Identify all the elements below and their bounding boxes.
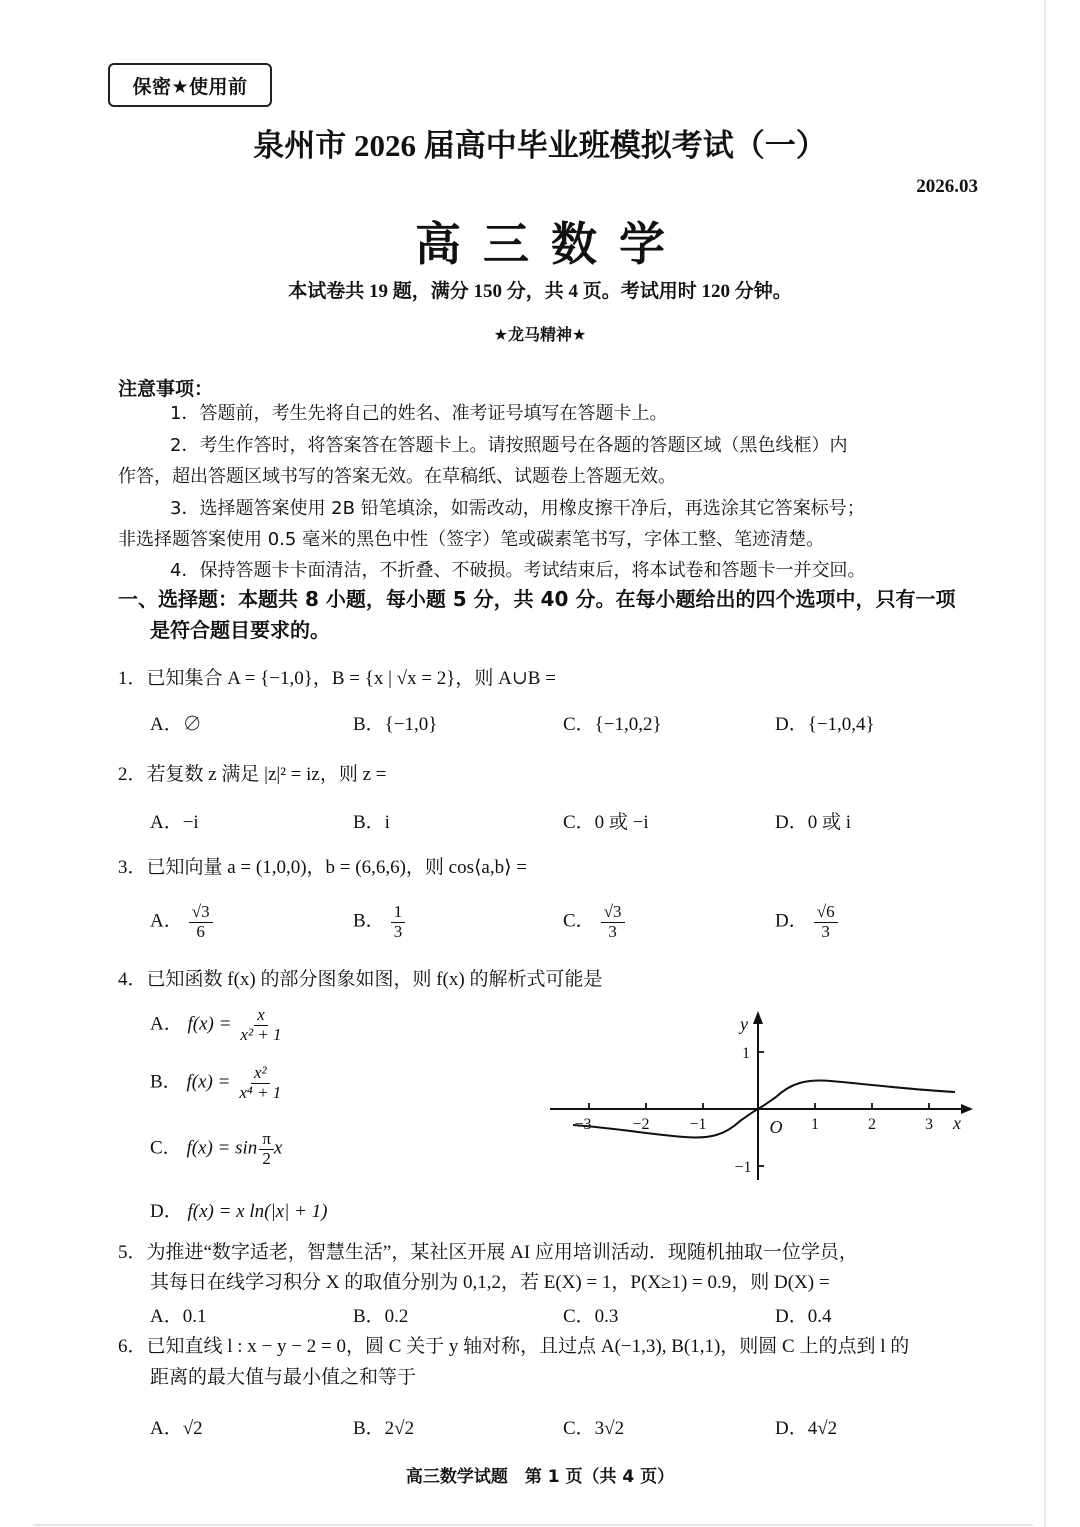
q5-option-a: A．0.1 xyxy=(150,1306,207,1327)
confidential-stamp xyxy=(108,63,272,107)
q1-option-a: A．∅ xyxy=(150,714,202,735)
subject-title: 高三数学 xyxy=(415,217,687,271)
notice-item: 3．选择题答案使用 2B 铅笔填涂，如需改动，用橡皮擦干净后，再选涂其它答案标号； xyxy=(170,498,865,519)
q2-option-c: C．0 或 −i xyxy=(563,812,649,833)
q6-option-a: A．√2 xyxy=(150,1418,203,1439)
notice-item: 2．考生作答时，将答案答在答题卡上。请按照题号在各题的答题区域（黑色线框）内 xyxy=(170,435,848,456)
q1-option-b: B．{−1,0} xyxy=(353,714,438,735)
svg-text:−1: −1 xyxy=(689,1116,707,1133)
q3-option-c: C． $\frac{√3}{3}$ xyxy=(563,903,625,941)
notice-item: 1．答题前，考生先将自己的姓名、准考证号填写在答题卡上。 xyxy=(170,403,668,424)
svg-text:−1: −1 xyxy=(734,1159,752,1176)
question-4-stem: 4．已知函数 f(x) 的部分图象如图，则 f(x) 的解析式可能是 xyxy=(118,969,603,990)
fraction: $\frac{\text{x²}}{\text{x⁴ + 1}}$ xyxy=(239,1063,282,1102)
function-graph xyxy=(545,1008,975,1183)
q6-option-b: B．2√2 xyxy=(353,1418,415,1439)
question-3-stem: 3．已知向量 a = (1,0,0)，b = (6,6,6)，则 cos⟨a,b⟩ = xyxy=(118,857,527,878)
question-6-stem-line2: 距离的最大值与最小值之和等于 xyxy=(150,1367,417,1388)
q6-option-d: D．4√2 xyxy=(775,1418,838,1439)
notice-item: 非选择题答案使用 0.5 毫米的黑色中性（签字）笔或碳素笔书写，字体工整、笔迹清楚。 xyxy=(118,529,825,550)
svg-text:2: 2 xyxy=(868,1116,876,1133)
notice-title: 注意事项： xyxy=(118,378,214,400)
q2-option-d: D．0 或 i xyxy=(775,812,852,833)
q2-option-a: A．−i xyxy=(150,812,199,833)
svg-text:y: y xyxy=(740,1014,748,1034)
slogan: ★龙马精神★ xyxy=(493,325,587,344)
notice-item: 作答，超出答题区域书写的答案无效。在草稿纸、试题卷上答题无效。 xyxy=(118,466,676,487)
page-footer: 高三数学试题 第 1 页（共 4 页） xyxy=(405,1467,675,1487)
q4-option-d: D． f(x) = x ln(|x| + 1) xyxy=(150,1201,328,1222)
svg-text:−2: −2 xyxy=(632,1116,650,1133)
fraction: $\frac{√3}{3}$ xyxy=(601,903,625,941)
svg-text:1: 1 xyxy=(811,1116,819,1133)
question-6-stem-line1: 6．已知直线 l : x − y − 2 = 0，圆 C 关于 y 轴对称，且过点 A(−1,3), B(1,1)，则圆 C 上的点到 l 的 xyxy=(118,1336,910,1357)
fraction: $\frac{√6}{3}$ xyxy=(814,903,838,941)
svg-text:x: x xyxy=(953,1113,961,1133)
graph-svg xyxy=(545,1008,975,1183)
fraction: $\frac{√3}{6}$ xyxy=(189,903,213,941)
svg-text:1: 1 xyxy=(742,1045,750,1062)
q3-option-a: A． $\frac{√3}{6}$ xyxy=(150,903,213,941)
fraction: $\frac{x}{\text{x² + 1}}$ xyxy=(240,1005,282,1044)
q5-option-b: B．0.2 xyxy=(353,1306,409,1327)
y-axis-arrow-icon xyxy=(753,1011,763,1024)
exam-info: 本试卷共 19 题，满分 150 分，共 4 页。考试用时 120 分钟。 xyxy=(288,281,792,302)
q4-option-c: C． f(x) = sin $\frac{\pi}{2}$ x xyxy=(150,1129,283,1168)
q3-option-d: D． $\frac{√6}{3}$ xyxy=(775,903,838,941)
q4-option-b: B． f(x) = $\frac{\text{x²}}{\text{x⁴ + 1}}$ xyxy=(150,1064,284,1102)
q1-option-d: D．{−1,0,4} xyxy=(775,714,875,735)
q4-option-a: A． f(x) = $\frac{x}{\text{x² + 1}}$ xyxy=(150,1006,285,1044)
question-5-stem-line2: 其每日在线学习积分 X 的取值分别为 0,1,2，若 E(X) = 1，P(X≥1) = 0.9，则 D(X) = xyxy=(150,1272,830,1293)
fraction: $\frac{1}{3}$ xyxy=(391,903,406,941)
question-1-stem: 1．已知集合 A = {−1,0}，B = {x | √x = 2}，则 A∪B = xyxy=(118,668,556,689)
q3-option-b: B． $\frac{1}{3}$ xyxy=(353,903,405,941)
fraction: $\frac{\pi}{2}$ xyxy=(259,1130,274,1168)
q5-option-d: D．0.4 xyxy=(775,1306,832,1327)
svg-text:3: 3 xyxy=(925,1116,933,1133)
x-axis-arrow-icon xyxy=(961,1104,973,1114)
svg-text:−3: −3 xyxy=(574,1116,592,1133)
q6-option-c: C．3√2 xyxy=(563,1418,625,1439)
q1-option-c: C．{−1,0,2} xyxy=(563,714,662,735)
notice-item: 4．保持答题卡卡面清洁，不折叠、不破损。考试结束后，将本试卷和答题卡一并交回。 xyxy=(170,560,866,581)
question-2-stem: 2．若复数 z 满足 |z|² = iz，则 z = xyxy=(118,764,387,785)
stamp-text: 保密★使用前 xyxy=(132,75,248,98)
svg-text:O: O xyxy=(769,1117,783,1137)
exam-date: 2026.03 xyxy=(916,176,978,197)
q5-option-c: C．0.3 xyxy=(563,1306,619,1327)
exam-title: 泉州市 2026 届高中毕业班模拟考试（一） xyxy=(253,128,827,163)
section-heading-line2: 是符合题目要求的。 xyxy=(150,618,330,642)
section-heading-line1: 一、选择题：本题共 8 小题，每小题 5 分，共 40 分。在每小题给出的四个选项中，只有一项 xyxy=(118,587,956,611)
section-heading xyxy=(118,584,988,646)
q2-option-b: B．i xyxy=(353,812,390,833)
page-edge-bottom xyxy=(33,1524,1033,1526)
question-5-stem-line1: 5．为推进“数字适老，智慧生活”，某社区开展 AI 应用培训活动．现随机抽取一位学员， xyxy=(118,1242,858,1263)
